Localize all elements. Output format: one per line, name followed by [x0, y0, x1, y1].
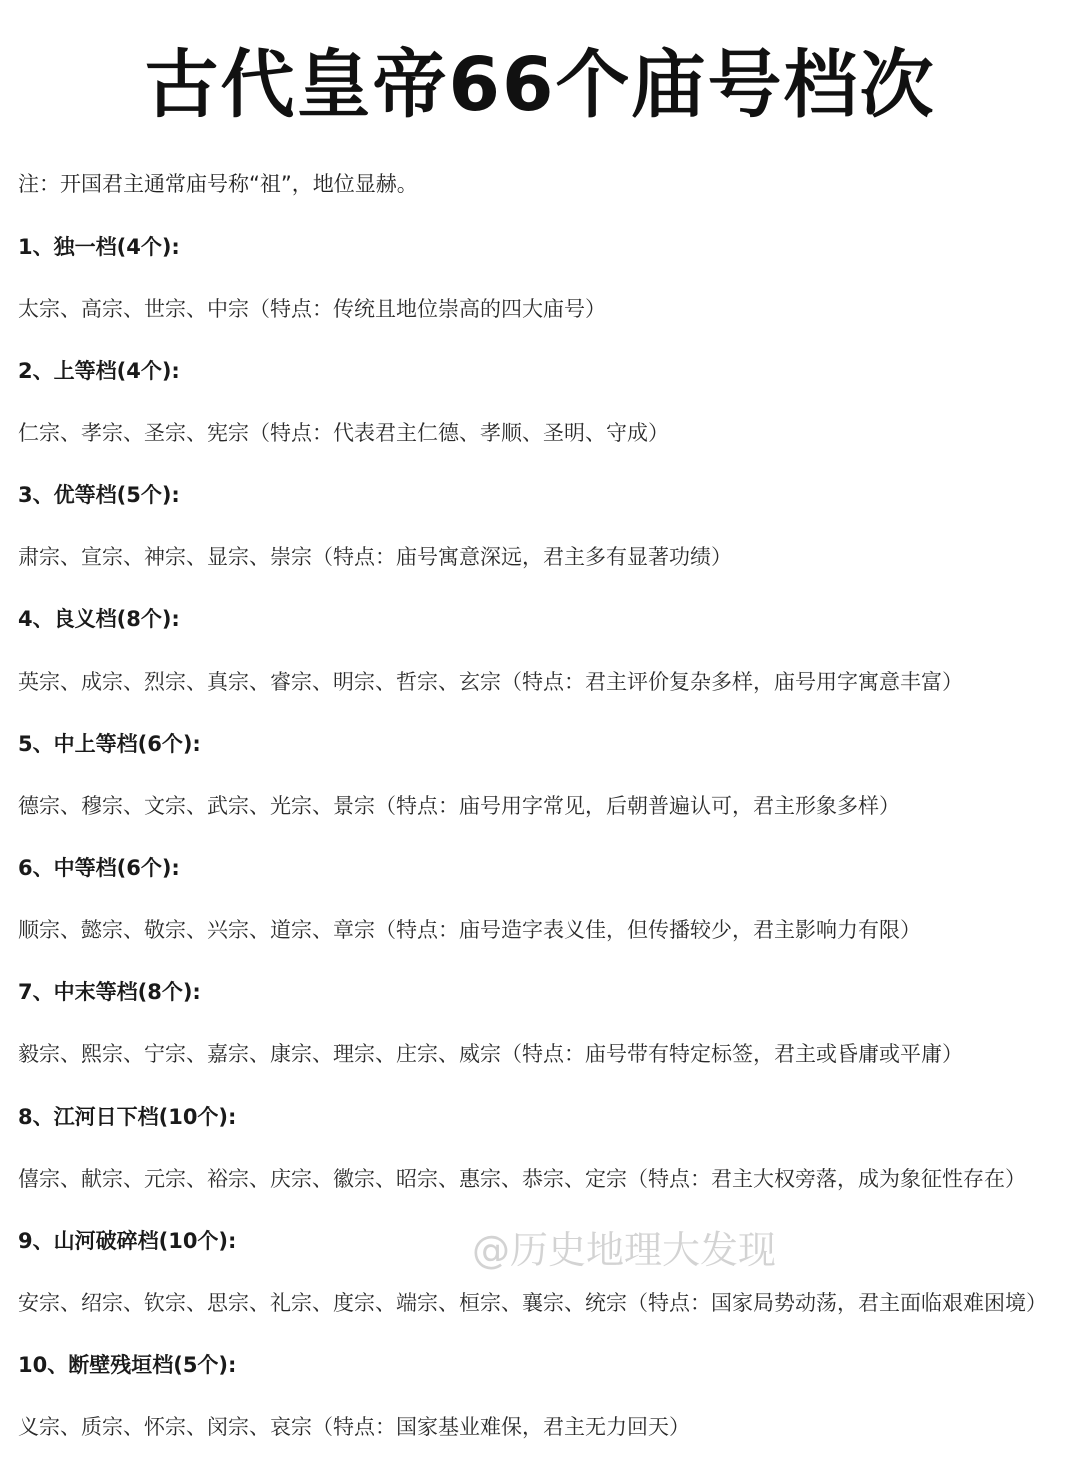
section-body: 肃宗、宣宗、神宗、显宗、崇宗（特点：庙号寓意深远，君主多有显著功绩）: [18, 545, 732, 569]
section-body: 安宗、绍宗、钦宗、思宗、礼宗、度宗、端宗、桓宗、襄宗、统宗（特点：国家局势动荡，君主面临艰难困境）: [18, 1291, 1047, 1315]
section-body: 仁宗、孝宗、圣宗、宪宗（特点：代表君主仁德、孝顺、圣明、守成）: [18, 421, 669, 445]
section-heading: 10、断壁残垣档(5个):: [18, 1353, 237, 1377]
section-heading: 5、中上等档(6个):: [18, 732, 201, 756]
section-heading: 9、山河破碎档(10个):: [18, 1229, 237, 1253]
watermark: @历史地理大发现: [472, 1228, 777, 1272]
section-body: 义宗、质宗、怀宗、闵宗、哀宗（特点：国家基业难保，君主无力回天）: [18, 1415, 690, 1439]
section-heading: 8、江河日下档(10个):: [18, 1105, 237, 1129]
section-body: 太宗、高宗、世宗、中宗（特点：传统且地位崇高的四大庙号）: [18, 297, 606, 321]
section-heading: 4、良义档(8个):: [18, 607, 180, 631]
intro-note: 注：开国君主通常庙号称“祖”，地位显赫。: [18, 172, 418, 196]
section-body: 德宗、穆宗、文宗、武宗、光宗、景宗（特点：庙号用字常见，后朝普遍认可，君主形象多样）: [18, 794, 900, 818]
section-heading: 7、中末等档(8个):: [18, 980, 201, 1004]
section-heading: 1、独一档(4个):: [18, 235, 180, 259]
section-body: 毅宗、熙宗、宁宗、嘉宗、康宗、理宗、庄宗、威宗（特点：庙号带有特定标签，君主或昏庸或平庸）: [18, 1042, 963, 1066]
section-body: 英宗、成宗、烈宗、真宗、睿宗、明宗、哲宗、玄宗（特点：君主评价复杂多样，庙号用字寓意丰富）: [18, 670, 963, 694]
section-body: 僖宗、献宗、元宗、裕宗、庆宗、徽宗、昭宗、惠宗、恭宗、定宗（特点：君主大权旁落，成为象征性存在）: [18, 1167, 1026, 1191]
section-heading: 6、中等档(6个):: [18, 856, 180, 880]
page-title: 古代皇帝66个庙号档次: [144, 42, 936, 128]
section-heading: 3、优等档(5个):: [18, 483, 180, 507]
section-body: 顺宗、懿宗、敬宗、兴宗、道宗、章宗（特点：庙号造字表义佳，但传播较少，君主影响力有限）: [18, 918, 921, 942]
section-heading: 2、上等档(4个):: [18, 359, 180, 383]
